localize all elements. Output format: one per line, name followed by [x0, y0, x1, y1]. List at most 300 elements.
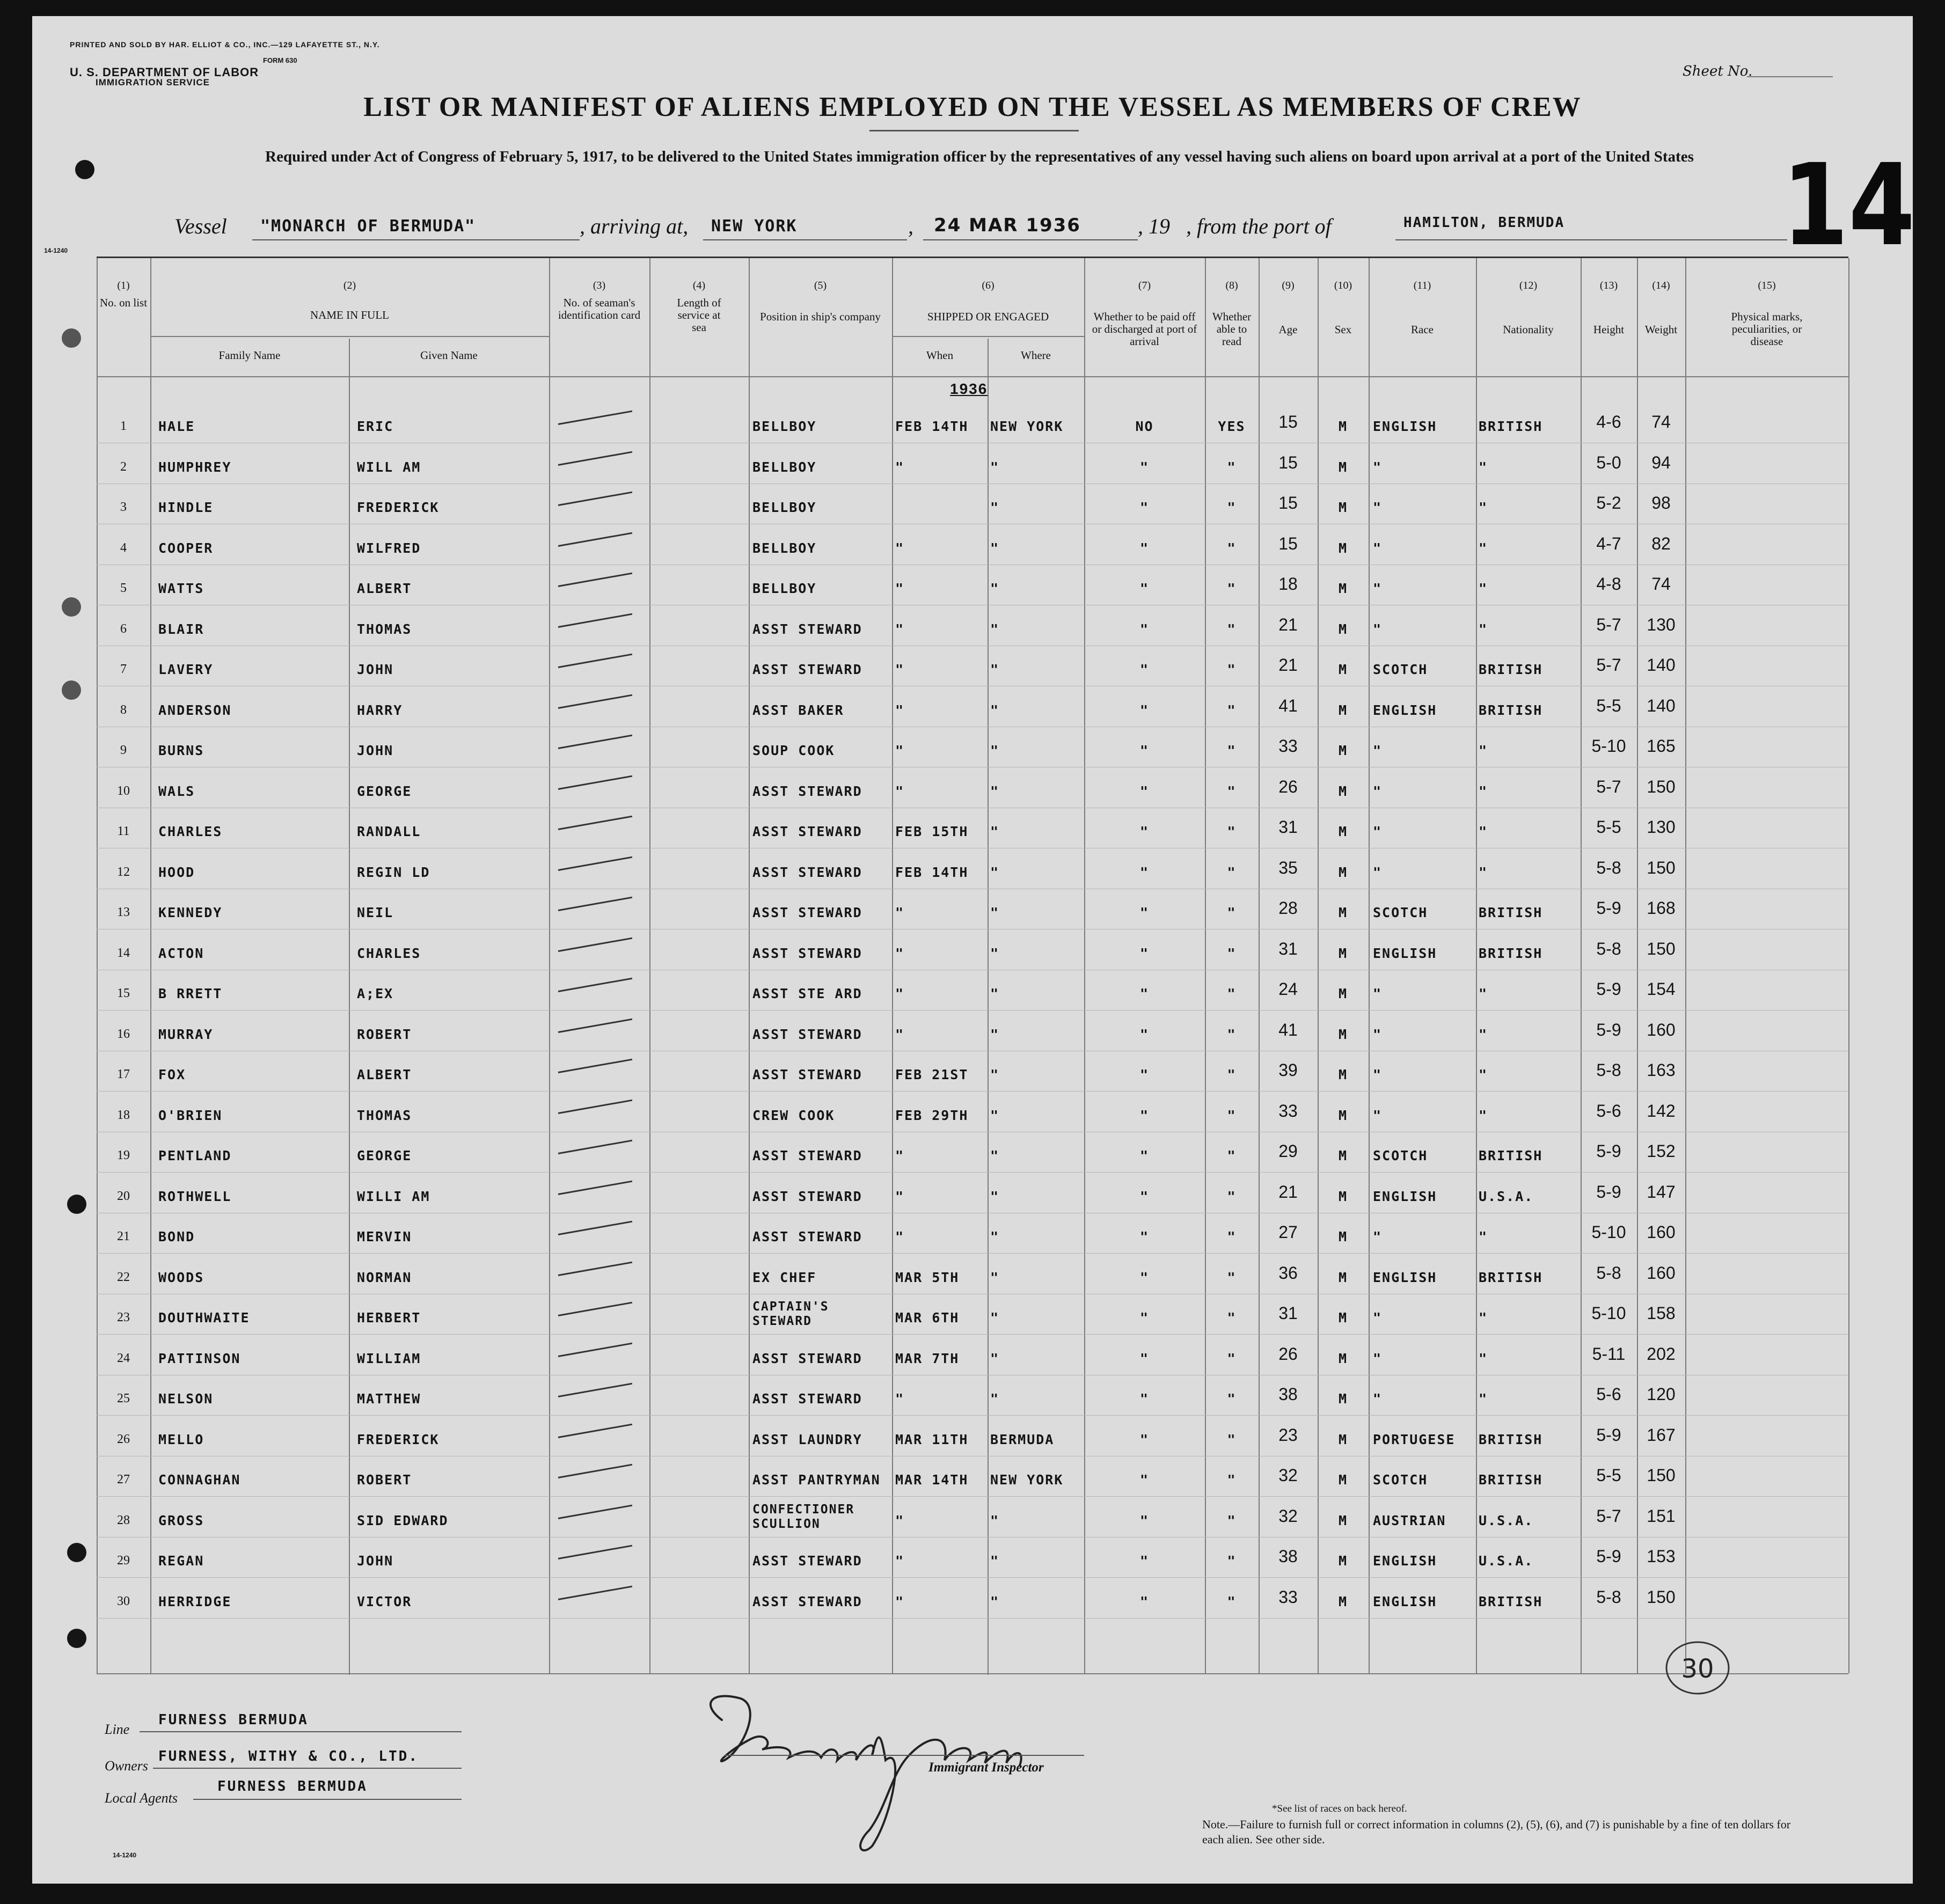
id-card-strike-mark	[558, 1018, 632, 1032]
table-row	[97, 1011, 1848, 1051]
cell-height: 4-7	[1596, 533, 1621, 553]
cell-given: GEORGE	[357, 783, 412, 799]
cell-age: 32	[1278, 1466, 1298, 1485]
table-row	[97, 970, 1848, 1010]
col-header-weight: Weight	[1644, 323, 1678, 336]
cell-age: 15	[1278, 493, 1298, 512]
cell-given: GEORGE	[357, 1148, 412, 1163]
cell-no: 8	[120, 702, 127, 717]
cell-where: "	[990, 1269, 1000, 1285]
cell-when: "	[895, 1148, 905, 1163]
cell-when: "	[895, 1026, 905, 1042]
cell-family: HERRIDGE	[158, 1593, 232, 1609]
col-7-number: (7)	[1138, 280, 1151, 291]
cell-family: MELLO	[158, 1431, 204, 1447]
cell-weight: 130	[1647, 614, 1676, 634]
cell-race: "	[1373, 1350, 1383, 1366]
cell-when: FEB 21ST	[895, 1067, 969, 1082]
cell-no: 13	[117, 905, 130, 919]
id-card-strike-mark	[558, 1383, 632, 1397]
cell-nat: BRITISH	[1479, 419, 1543, 434]
cell-family: NELSON	[158, 1391, 214, 1407]
cell-race: ENGLISH	[1373, 1593, 1437, 1609]
cell-weight: 140	[1647, 655, 1676, 675]
cell-read: "	[1227, 743, 1237, 758]
cell-weight: 152	[1647, 1141, 1676, 1161]
cell-position: ASST STEWARD	[752, 905, 862, 920]
total-count-circle	[1661, 1637, 1736, 1701]
cell-paid: "	[1139, 1431, 1150, 1447]
cell-height: 5-9	[1596, 1020, 1621, 1039]
cell-paid: "	[1139, 824, 1150, 839]
id-card-strike-mark	[558, 573, 632, 587]
cell-where: BERMUDA	[990, 1431, 1055, 1447]
sheet-number-line	[1747, 76, 1833, 77]
department-name: U. S. DEPARTMENT OF LABOR	[70, 65, 259, 79]
cell-height: 5-10	[1591, 736, 1626, 756]
id-card-strike-mark	[558, 1423, 632, 1438]
cell-read: "	[1227, 1391, 1237, 1407]
cell-when: "	[895, 621, 905, 637]
cell-age: 15	[1278, 533, 1298, 553]
cell-when: "	[895, 1188, 905, 1204]
cell-when: "	[895, 1229, 905, 1244]
cell-given: WILL AM	[357, 459, 421, 475]
cell-where: NEW YORK	[990, 1472, 1064, 1488]
cell-read: "	[1227, 824, 1237, 839]
cell-no: 2	[120, 459, 127, 474]
cell-position: ASST STEWARD	[752, 1067, 862, 1082]
cell-paid: "	[1139, 1269, 1150, 1285]
cell-race: PORTUGESE	[1373, 1431, 1456, 1447]
col-header-able-to-read: Whether able to read	[1212, 310, 1252, 348]
cell-when: "	[895, 1553, 905, 1569]
id-card-strike-mark	[558, 937, 632, 951]
cell-paid: "	[1139, 662, 1150, 677]
cell-weight: 150	[1647, 1587, 1676, 1607]
table-row	[97, 687, 1848, 727]
id-card-strike-mark	[558, 816, 632, 830]
cell-height: 5-10	[1591, 1222, 1626, 1242]
cell-race: "	[1373, 1107, 1383, 1123]
cell-race: SCOTCH	[1373, 905, 1428, 920]
cell-paid: "	[1139, 1512, 1150, 1528]
cell-weight: 150	[1647, 777, 1676, 796]
id-card-strike-mark	[558, 1545, 632, 1559]
cell-height: 5-9	[1596, 1425, 1621, 1445]
cell-no: 29	[117, 1554, 130, 1568]
cell-position: ASST STEWARD	[752, 783, 862, 799]
cell-when: "	[895, 540, 905, 556]
cell-nat: BRITISH	[1479, 1593, 1543, 1609]
cell-read: "	[1227, 540, 1237, 556]
cell-where: "	[990, 783, 1000, 799]
cell-read: "	[1227, 986, 1237, 1001]
col-11-number: (11)	[1413, 280, 1431, 291]
cell-read: "	[1227, 1148, 1237, 1163]
cell-family: FOX	[158, 1067, 186, 1082]
cell-family: O'BRIEN	[158, 1107, 223, 1123]
id-card-strike-mark	[558, 1180, 632, 1195]
table-row	[97, 565, 1848, 605]
cell-given: THOMAS	[357, 621, 412, 637]
cell-read: "	[1227, 1512, 1237, 1528]
col-14-number: (14)	[1652, 280, 1670, 291]
cell-given: FREDERICK	[357, 500, 440, 515]
id-card-strike-mark	[558, 775, 632, 789]
table-row	[97, 1375, 1848, 1416]
cell-no: 17	[117, 1067, 130, 1081]
cell-paid: "	[1139, 1350, 1150, 1366]
table-row	[97, 1294, 1848, 1335]
cell-sex: M	[1338, 702, 1348, 718]
cell-where: "	[990, 662, 1000, 677]
cell-height: 5-8	[1596, 858, 1621, 877]
cell-height: 5-6	[1596, 1385, 1621, 1404]
cell-no: 19	[117, 1148, 130, 1162]
cell-family: REGAN	[158, 1553, 204, 1569]
cell-where: "	[990, 986, 1000, 1001]
cell-no: 1	[120, 419, 127, 433]
cell-sex: M	[1338, 459, 1348, 475]
cell-when: FEB 15TH	[895, 824, 969, 839]
cell-age: 41	[1278, 695, 1298, 715]
cell-sex: M	[1338, 1229, 1348, 1244]
cell-weight: 163	[1647, 1060, 1676, 1080]
cell-weight: 160	[1647, 1222, 1676, 1242]
vessel-name-line	[252, 239, 580, 240]
cell-position: ASST STEWARD	[752, 1553, 862, 1569]
cell-given: HARRY	[357, 702, 403, 718]
col-header-family-name: Family Name	[218, 349, 281, 362]
cell-where: "	[990, 500, 1000, 515]
cell-read: "	[1227, 1107, 1237, 1123]
cell-position: BELLBOY	[752, 581, 817, 596]
cell-read: "	[1227, 500, 1237, 515]
col-header-given-name: Given Name	[420, 349, 478, 362]
cell-age: 21	[1278, 614, 1298, 634]
id-card-strike-mark	[558, 694, 632, 708]
cell-given: WILLIAM	[357, 1350, 421, 1366]
cell-given: SID EDWARD	[357, 1512, 449, 1528]
cell-sex: M	[1338, 1431, 1348, 1447]
binder-hole	[67, 1195, 86, 1214]
cell-family: WALS	[158, 783, 195, 799]
cell-given: HERBERT	[357, 1310, 421, 1326]
cell-given: WILLI AM	[357, 1188, 430, 1204]
cell-height: 5-8	[1596, 1263, 1621, 1283]
cell-age: 28	[1278, 898, 1298, 918]
cell-height: 5-8	[1596, 1060, 1621, 1080]
cell-weight: 150	[1647, 1466, 1676, 1485]
cell-race: ENGLISH	[1373, 1553, 1437, 1569]
id-card-strike-mark	[558, 978, 632, 992]
cell-weight: 158	[1647, 1303, 1676, 1323]
table-row	[97, 484, 1848, 524]
cell-family: ACTON	[158, 945, 204, 961]
cell-age: 23	[1278, 1425, 1298, 1445]
cell-nat: BRITISH	[1479, 662, 1543, 677]
cell-paid: "	[1139, 986, 1150, 1001]
agents-value: FURNESS BERMUDA	[217, 1778, 368, 1795]
cell-paid: "	[1139, 702, 1150, 718]
cell-position: BELLBOY	[752, 540, 817, 556]
cell-race: ENGLISH	[1373, 1188, 1437, 1204]
cell-nat: "	[1479, 1229, 1488, 1244]
cell-family: CHARLES	[158, 824, 223, 839]
binder-hole	[62, 597, 81, 617]
cell-race: ENGLISH	[1373, 1269, 1437, 1285]
cell-race: AUSTRIAN	[1373, 1512, 1446, 1528]
cell-weight: 165	[1647, 736, 1676, 756]
cell-no: 9	[120, 743, 127, 757]
table-row	[97, 403, 1848, 443]
col-rule-end	[1848, 258, 1849, 1673]
cell-nat: U.S.A.	[1479, 1188, 1534, 1204]
cell-paid: "	[1139, 621, 1150, 637]
cell-where: "	[990, 1391, 1000, 1407]
binder-hole	[75, 160, 94, 179]
table-row	[97, 1051, 1848, 1092]
cell-nat: "	[1479, 783, 1488, 799]
cell-nat: BRITISH	[1479, 1148, 1543, 1163]
cell-age: 15	[1278, 412, 1298, 431]
cell-read: "	[1227, 662, 1237, 677]
cell-no: 14	[117, 946, 130, 960]
cell-read: "	[1227, 1350, 1237, 1366]
cell-given: MERVIN	[357, 1229, 412, 1244]
cell-nat: "	[1479, 540, 1488, 556]
cell-when: "	[895, 1391, 905, 1407]
cell-weight: 74	[1651, 574, 1671, 594]
cell-nat: "	[1479, 500, 1488, 515]
table-row	[97, 525, 1848, 565]
cell-height: 5-5	[1596, 695, 1621, 715]
cell-position: ASST STEWARD	[752, 662, 862, 677]
cell-age: 21	[1278, 1182, 1298, 1202]
cell-position: ASST STEWARD	[752, 1350, 862, 1366]
col-header-sex: Sex	[1334, 323, 1352, 336]
cell-race: "	[1373, 459, 1383, 475]
cell-race: "	[1373, 581, 1383, 596]
cell-read: "	[1227, 1067, 1237, 1082]
cell-given: ALBERT	[357, 581, 412, 596]
footer-form-code: 14-1240	[113, 1851, 137, 1859]
cell-age: 39	[1278, 1060, 1298, 1080]
cell-age: 32	[1278, 1506, 1298, 1526]
from-port-line	[1395, 239, 1787, 240]
cell-family: HUMPHREY	[158, 459, 232, 475]
table-row	[97, 1335, 1848, 1375]
cell-position: BELLBOY	[752, 500, 817, 515]
cell-nat: "	[1479, 1391, 1488, 1407]
cell-position: ASST STEWARD	[752, 1593, 862, 1609]
cell-no: 27	[117, 1473, 130, 1486]
printer-line: PRINTED AND SOLD BY HAR. ELLIOT & CO., INC.—129 LAFAYETTE ST., N.Y.	[70, 40, 380, 49]
table-row	[97, 444, 1848, 484]
cell-read: "	[1227, 1310, 1237, 1326]
year-label: , 19	[1138, 214, 1170, 238]
line-value: FURNESS BERMUDA	[158, 1712, 309, 1728]
cell-family: B RRETT	[158, 986, 223, 1001]
cell-when: MAR 7TH	[895, 1350, 960, 1366]
cell-when: FEB 14TH	[895, 419, 969, 434]
cell-age: 18	[1278, 574, 1298, 594]
cell-when: "	[895, 702, 905, 718]
cell-paid: NO	[1135, 419, 1154, 434]
cell-age: 26	[1278, 1344, 1298, 1364]
cell-where: "	[990, 1067, 1000, 1082]
cell-race: "	[1373, 1229, 1383, 1244]
cell-family: ROTHWELL	[158, 1188, 232, 1204]
cell-read: "	[1227, 783, 1237, 799]
id-card-strike-mark	[558, 1059, 632, 1073]
id-card-strike-mark	[558, 1342, 632, 1357]
binder-hole	[62, 680, 81, 700]
cell-paid: "	[1139, 500, 1150, 515]
cell-height: 5-5	[1596, 817, 1621, 837]
id-card-strike-mark	[558, 654, 632, 668]
cell-paid: "	[1139, 1472, 1150, 1488]
cell-nat: "	[1479, 1026, 1488, 1042]
cell-family: HINDLE	[158, 500, 214, 515]
cell-sex: M	[1338, 540, 1348, 556]
cell-read: "	[1227, 621, 1237, 637]
cell-read: "	[1227, 905, 1237, 920]
cell-height: 5-7	[1596, 614, 1621, 634]
cell-given: A;EX	[357, 986, 394, 1001]
id-card-strike-mark	[558, 897, 632, 911]
id-card-strike-mark	[558, 1221, 632, 1235]
page-title: LIST OR MANIFEST OF ALIENS EMPLOYED ON THE VESSEL AS MEMBERS OF CREW	[363, 92, 1582, 122]
table-row	[97, 727, 1848, 767]
from-label: , from the port of	[1186, 214, 1332, 238]
cell-paid: "	[1139, 743, 1150, 758]
cell-where: "	[990, 1229, 1000, 1244]
cell-race: "	[1373, 621, 1383, 637]
date-line	[923, 239, 1138, 240]
cell-no: 12	[117, 865, 130, 879]
cell-position: ASST STEWARD	[752, 945, 862, 961]
cell-when: "	[895, 1593, 905, 1609]
cell-nat: BRITISH	[1479, 1269, 1543, 1285]
cell-sex: M	[1338, 1391, 1348, 1407]
binder-hole	[62, 328, 81, 348]
cell-family: BURNS	[158, 743, 204, 758]
cell-nat: BRITISH	[1479, 945, 1543, 961]
cell-sex: M	[1338, 1593, 1348, 1609]
agents-label: Local Agents	[105, 1790, 178, 1806]
col-6-number: (6)	[982, 280, 995, 291]
vessel-label: Vessel	[174, 214, 227, 238]
cell-no: 21	[117, 1229, 130, 1243]
cell-weight: 120	[1647, 1385, 1676, 1404]
id-card-strike-mark	[558, 613, 632, 627]
cell-no: 20	[117, 1189, 130, 1203]
id-card-strike-mark	[558, 856, 632, 870]
cell-sex: M	[1338, 1188, 1348, 1204]
cell-height: 5-0	[1596, 452, 1621, 472]
cell-no: 24	[117, 1351, 130, 1365]
cell-position: CREW COOK	[752, 1107, 835, 1123]
cell-height: 5-5	[1596, 1466, 1621, 1485]
table-row	[97, 1537, 1848, 1578]
cell-paid: "	[1139, 1391, 1150, 1407]
binder-hole	[67, 1629, 86, 1648]
cell-age: 24	[1278, 979, 1298, 999]
col-header-physical-marks: Physical marks, peculiarities, or disease	[1731, 310, 1803, 348]
cell-height: 5-11	[1592, 1344, 1626, 1364]
cell-height: 4-8	[1596, 574, 1621, 594]
col-header-identification-card: No. of seaman's identification card	[558, 296, 641, 321]
cell-race: "	[1373, 1310, 1383, 1326]
cell-weight: 160	[1647, 1020, 1676, 1039]
table-row	[97, 1132, 1848, 1173]
cell-nat: "	[1479, 459, 1488, 475]
cell-sex: M	[1338, 1310, 1348, 1326]
cell-nat: "	[1479, 621, 1488, 637]
shipped-header-rule	[892, 336, 1084, 337]
cell-given: CHARLES	[357, 945, 421, 961]
cell-weight: 150	[1647, 939, 1676, 958]
cell-where: "	[990, 1512, 1000, 1528]
cell-sex: M	[1338, 905, 1348, 920]
cell-read: "	[1227, 459, 1237, 475]
header-bottom-rule	[97, 376, 1848, 377]
col-5-number: (5)	[814, 280, 827, 291]
from-port: HAMILTON, BERMUDA	[1403, 215, 1565, 231]
cell-no: 3	[120, 500, 127, 514]
cell-paid: "	[1139, 1229, 1150, 1244]
col-10-number: (10)	[1334, 280, 1352, 291]
cell-race: SCOTCH	[1373, 1148, 1428, 1163]
cell-race: "	[1373, 783, 1383, 799]
cell-age: 27	[1278, 1222, 1298, 1242]
cell-family: COOPER	[158, 540, 214, 556]
cell-read: "	[1227, 1188, 1237, 1204]
cell-nat: "	[1479, 1350, 1488, 1366]
cell-height: 5-9	[1596, 1141, 1621, 1161]
cell-where: "	[990, 1553, 1000, 1569]
sheet-label: Sheet No.	[1683, 63, 1753, 79]
cell-where: "	[990, 864, 1000, 880]
cell-height: 5-9	[1596, 1547, 1621, 1566]
cell-race: "	[1373, 500, 1383, 515]
year-annotation: 1936	[950, 380, 988, 397]
id-card-strike-mark	[558, 1504, 632, 1519]
table-row	[97, 1497, 1848, 1537]
col-1-number: (1)	[117, 280, 130, 291]
cell-where: "	[990, 1148, 1000, 1163]
cell-read: "	[1227, 1431, 1237, 1447]
handwritten-sheet-number: 14	[1782, 140, 1915, 271]
cell-position: ASST STEWARD	[752, 621, 862, 637]
table-row	[97, 1578, 1848, 1619]
arriving-port: NEW YORK	[711, 217, 798, 236]
cell-given: RANDALL	[357, 824, 421, 839]
cell-family: GROSS	[158, 1512, 204, 1528]
line-label: Line	[105, 1722, 130, 1737]
cell-race: "	[1373, 1391, 1383, 1407]
col-13-number: (13)	[1599, 280, 1618, 291]
id-card-strike-mark	[558, 1140, 632, 1154]
col-header-when: When	[926, 349, 954, 362]
signature-line	[725, 1755, 1084, 1756]
cell-family: LAVERY	[158, 662, 214, 677]
cell-when: MAR 14TH	[895, 1472, 969, 1488]
cell-read: "	[1227, 702, 1237, 718]
cell-position: ASST STEWARD	[752, 1391, 862, 1407]
